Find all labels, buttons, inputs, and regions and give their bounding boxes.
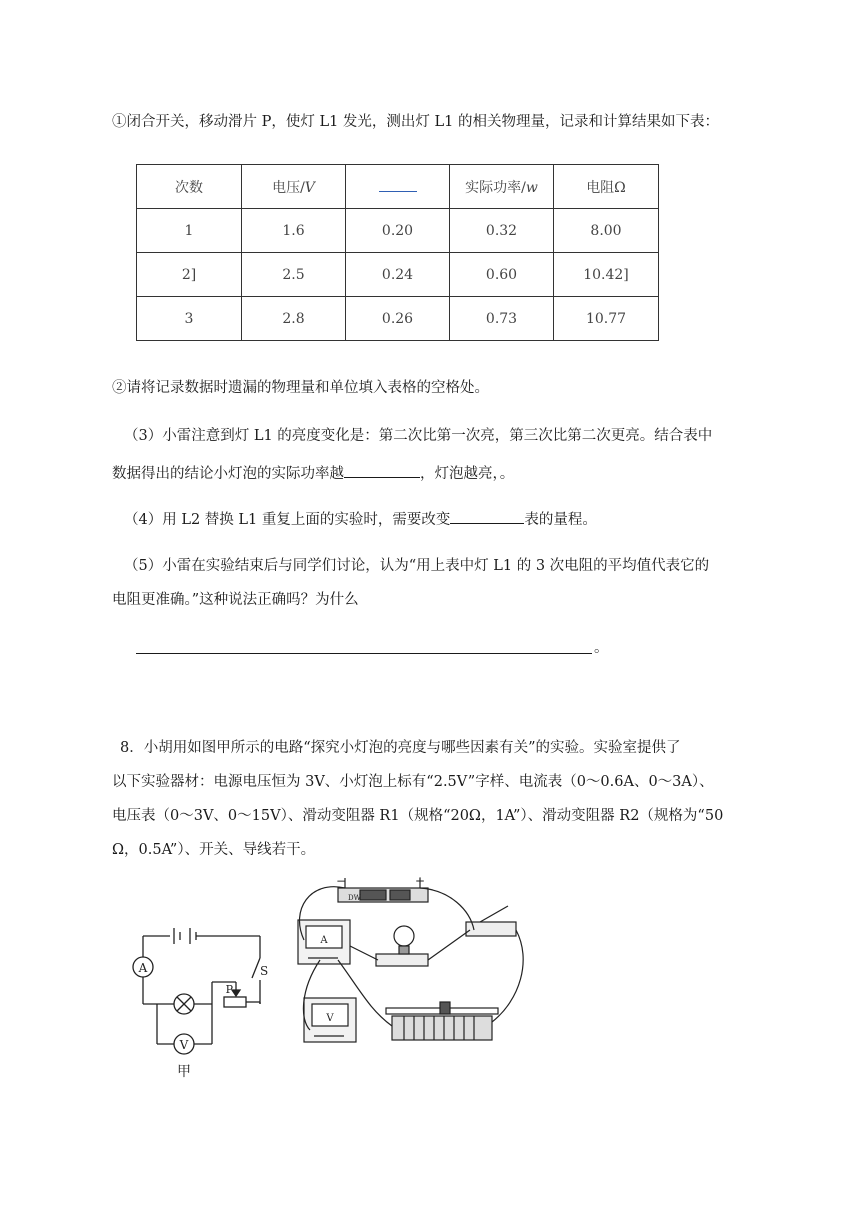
switch-label: S [260, 964, 269, 978]
circuit-schematic [133, 928, 260, 1054]
q8-line2: 以下实验器材：电源电压恒为 3V、小灯泡上标有“2.5V”字样、电流表（0～0.6A、0～3A）、 [112, 774, 714, 790]
q8-line3: 电压表（0～3V、0～15V）、滑动变阻器 R1（规格“20Ω，1A”）、滑动变阻器 R2（规格为“50 [112, 808, 724, 824]
table-cell: 3 [137, 297, 242, 341]
rheostat-symbol [224, 997, 246, 1007]
figure-caption: 甲 [177, 1064, 191, 1080]
q5-line2: 电阻更准确。”这种说法正确吗？为什么 [112, 592, 359, 608]
header-blank-field[interactable] [379, 177, 417, 192]
table-row [137, 253, 659, 297]
step1-instruction: ①闭合开关，移动滑片 P，使灯 L1 发光，测出灯 L1 的相关物理量，记录和计算结果如下表： [112, 114, 720, 130]
battery-plus-label: + [414, 874, 426, 888]
step2-instruction: ②请将记录数据时遗漏的物理量和单位填入表格的空格处。 [112, 380, 489, 396]
table-cell: 10.77 [554, 297, 659, 341]
battery-text: DW [348, 894, 361, 902]
table-cell: 2] [137, 253, 242, 297]
battery-minus-label: − [335, 874, 347, 888]
voltmeter-label: V [179, 1038, 189, 1052]
header-resistance: 电阻Ω [554, 165, 659, 209]
table-cell: 0.26 [346, 297, 450, 341]
q5-answer-line[interactable] [136, 653, 592, 654]
header-count: 次数 [137, 165, 242, 209]
slider-label: P [225, 983, 233, 996]
meter-a-label: A [320, 935, 328, 946]
table-cell: 0.20 [346, 209, 450, 253]
meter-v-label: V [326, 1013, 334, 1024]
measurement-table [136, 164, 659, 341]
table-row [137, 209, 659, 253]
table-cell: 0.73 [450, 297, 554, 341]
header-voltage: 电压/V [242, 165, 346, 209]
table-cell: 0.24 [346, 253, 450, 297]
header-missing-quantity[interactable] [346, 165, 450, 209]
q3-line1: （3）小雷注意到灯 L1 的亮度变化是：第二次比第一次亮，第三次比第二次更亮。结合表中 [124, 428, 713, 444]
table-header-row [137, 165, 659, 209]
table-cell: 8.00 [554, 209, 659, 253]
q5-end-mark: 。 [594, 640, 609, 656]
q4-answer-blank[interactable] [450, 508, 524, 524]
table-cell: 0.32 [450, 209, 554, 253]
switch-icon [252, 958, 260, 978]
table-cell: 0.60 [450, 253, 554, 297]
table-cell: 1.6 [242, 209, 346, 253]
q3-answer-blank[interactable] [344, 462, 420, 478]
rheostat-device-icon [392, 1016, 492, 1040]
circuit-figure [120, 870, 540, 1085]
table-cell: 2.8 [242, 297, 346, 341]
ammeter-label: A [138, 961, 148, 975]
q8-line1: 8．小胡用如图甲所示的电路“探究小灯泡的亮度与哪些因素有关”的实验。实验室提供了 [120, 740, 681, 756]
table-cell: 10.42] [554, 253, 659, 297]
q5-line1: （5）小雷在实验结束后与同学们讨论，认为“用上表中灯 L1 的 3 次电阻的平均值代表它的 [124, 558, 710, 574]
q4-line: （4）用 L2 替换 L1 重复上面的实验时，需要改变 表的量程。 [124, 508, 597, 530]
lamp-device-icon [376, 954, 428, 966]
q3-line2: 数据得出的结论小灯泡的实际功率越 ，灯泡越亮，。 [112, 462, 514, 484]
table-cell: 2.5 [242, 253, 346, 297]
table-cell: 1 [137, 209, 242, 253]
header-power: 实际功率/w [450, 165, 554, 209]
q8-line4: Ω，0.5A”）、开关、导线若干。 [112, 842, 316, 858]
table-row [137, 297, 659, 341]
